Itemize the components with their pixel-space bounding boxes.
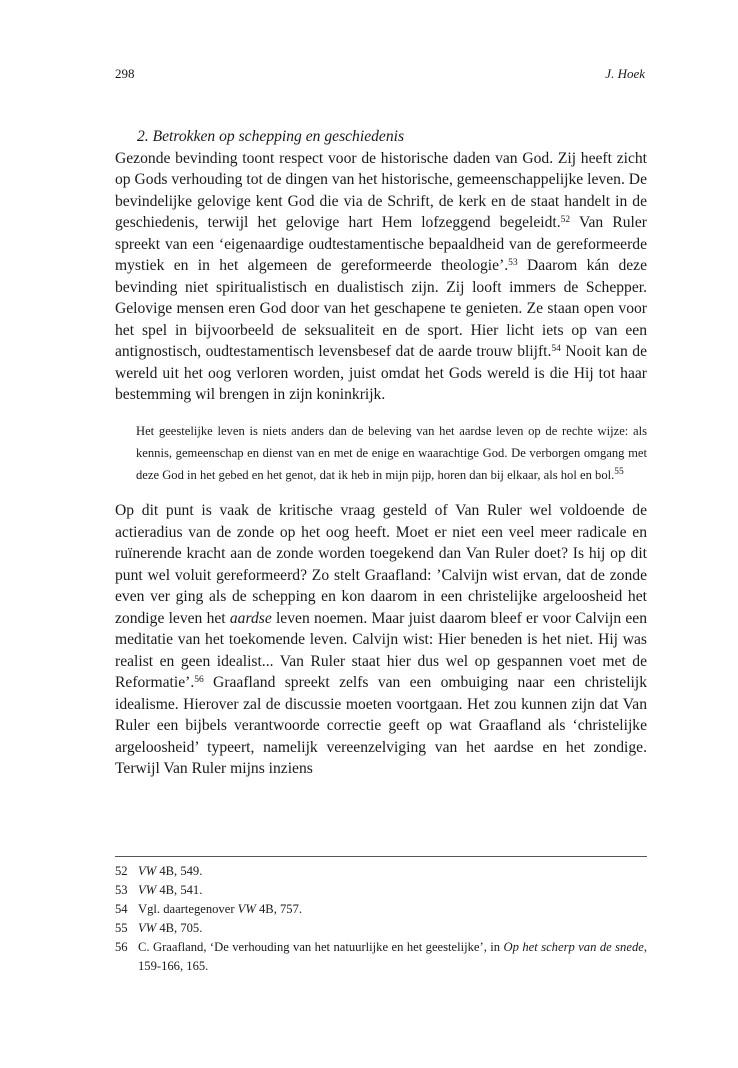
- footnote-ref-56[interactable]: 56: [194, 675, 204, 686]
- paragraph-1: [115, 148, 647, 406]
- footnote-number: 53: [115, 883, 128, 897]
- footnote-ref-54[interactable]: 54: [551, 344, 561, 354]
- quote-text: Het geestelijke leven is niets anders dan de beleving van het aardse leven op de rechte wijze: als kennis, gemeenschap en dienst van en met de enige en waarachtige God. De verborgen omgang met deze God in het gebed en het genot, dat ik heb in mijn pijp, horen dan bij elkaar, als hol en bol.: [136, 423, 647, 482]
- main-text: [115, 126, 647, 780]
- footnote-text: 4B, 705.: [156, 921, 203, 935]
- footnote-56: [115, 938, 647, 975]
- footnote-text: C. Graafland, ‘De verhouding van het natuurlijke en het geestelijke’, in: [138, 940, 504, 954]
- footnote-text: , 159-166, 165.: [138, 940, 647, 973]
- footnote-text: 4B, 757.: [255, 902, 303, 916]
- block-quote: [136, 420, 647, 487]
- footnote-em: VW: [138, 864, 157, 878]
- footnote-number: 56: [115, 940, 128, 954]
- footnote-ref-53[interactable]: 53: [508, 258, 518, 268]
- footnote-number: 54: [115, 902, 128, 916]
- footnote-em: VW: [237, 902, 256, 916]
- footnote-55: [115, 919, 647, 938]
- footnote-em: Op het scherp van de snede: [503, 940, 644, 954]
- page-number: 298: [115, 66, 135, 81]
- text-run: Op dit punt is vaak de kritische vraag gesteld of Van Ruler wel voldoende de actieradius van de zonde op het oog heeft. Moet er niet een veel meer radicale en ruïnerende kracht aan de zonde worden toegekend dan Van Ruler doet? Is hij op dit punt wel voluit gereformeerd? Zo stelt Graafland: ’Calvijn wist ervan, dat de zonde even ver ging als de schepping en kon daarom in een christelijke argeloosheid het zondige leven het: [115, 502, 647, 627]
- running-header-author: J. Hoek: [605, 66, 645, 81]
- text-run: Graafland spreekt zelfs van een ombuiging naar een christelijk idealisme. Hierover zal de discussie moeten voortgaan. Het zou kunnen zijn dat Van Ruler een bijbels verantwoorde correctie geeft op wat Graafland als ‘christelijke argeloosheid’ typeert, namelijk vereenzelviging van het aardse en het zondige. Terwijl Van Ruler mijns inziens: [115, 674, 647, 778]
- footnote-53: [115, 881, 647, 900]
- footnote-em: VW: [138, 921, 157, 935]
- footnote-ref-52[interactable]: 52: [560, 215, 571, 225]
- footnote-52: [115, 862, 647, 881]
- footnote-em: VW: [138, 883, 157, 897]
- footnote-54: [115, 900, 647, 919]
- footnote-ref-55[interactable]: 55: [614, 466, 624, 477]
- emphasis: aardse: [229, 609, 272, 627]
- paragraph-2: [115, 500, 647, 780]
- footnote-number: 55: [115, 921, 128, 935]
- text-run: Nooit kan de wereld uit het oog verloren worden, juist omdat het Gods wereld is die Hij tot haar bestemming wil brengen in zijn koninkrijk.: [115, 343, 648, 403]
- text-run: Van Ruler spreekt van een ‘eigenaardige oudtestamentische bepaaldheid van de gereformeerde mystiek en in het algemeen de gereformeerde theologie’.: [115, 214, 647, 274]
- text-run: leven noemen. Maar juist daarom bleef er voor Calvijn een meditatie van het toekomende leven. Calvijn wist: Hier beneden is het niet. Hij was realist en geen idealist... Van Ruler staat hier dus wel op gespannen voet met de Reformatie’.: [115, 609, 647, 692]
- footnote-text: 4B, 549.: [156, 864, 203, 878]
- footnote-text: 4B, 541.: [156, 883, 203, 897]
- footnote-text: Vgl. daartegenover: [138, 902, 238, 916]
- footnote-number: 52: [115, 864, 128, 878]
- footnote-divider: [115, 856, 647, 857]
- text-run: Gezonde bevinding toont respect voor de historische daden van God. Zij heeft zicht op Gods verhouding tot de dingen van het historische, gemeenschappelijke leven. De bevindelijke gelovige kent God die via de Schrift, de kerk en de staat handelt in de geschiedenis, terwijl het gelovige hart Hem lofzeggend begeleidt.: [115, 149, 647, 231]
- text-run: Daarom kán deze bevinding niet spiritualistisch en dualistisch zijn. Zij looft immers de Schepper. Gelovige mensen eren God door van het geschapene te genieten. Ze staan open voor het spel in bijvoorbeeld de seksualiteit en de sport. Hier licht iets op van een antignostisch, oudtestamentisch levensbesef dat de aarde trouw blijft.: [115, 257, 648, 360]
- section-heading: 2. Betrokken op schepping en geschiedenis: [137, 128, 405, 145]
